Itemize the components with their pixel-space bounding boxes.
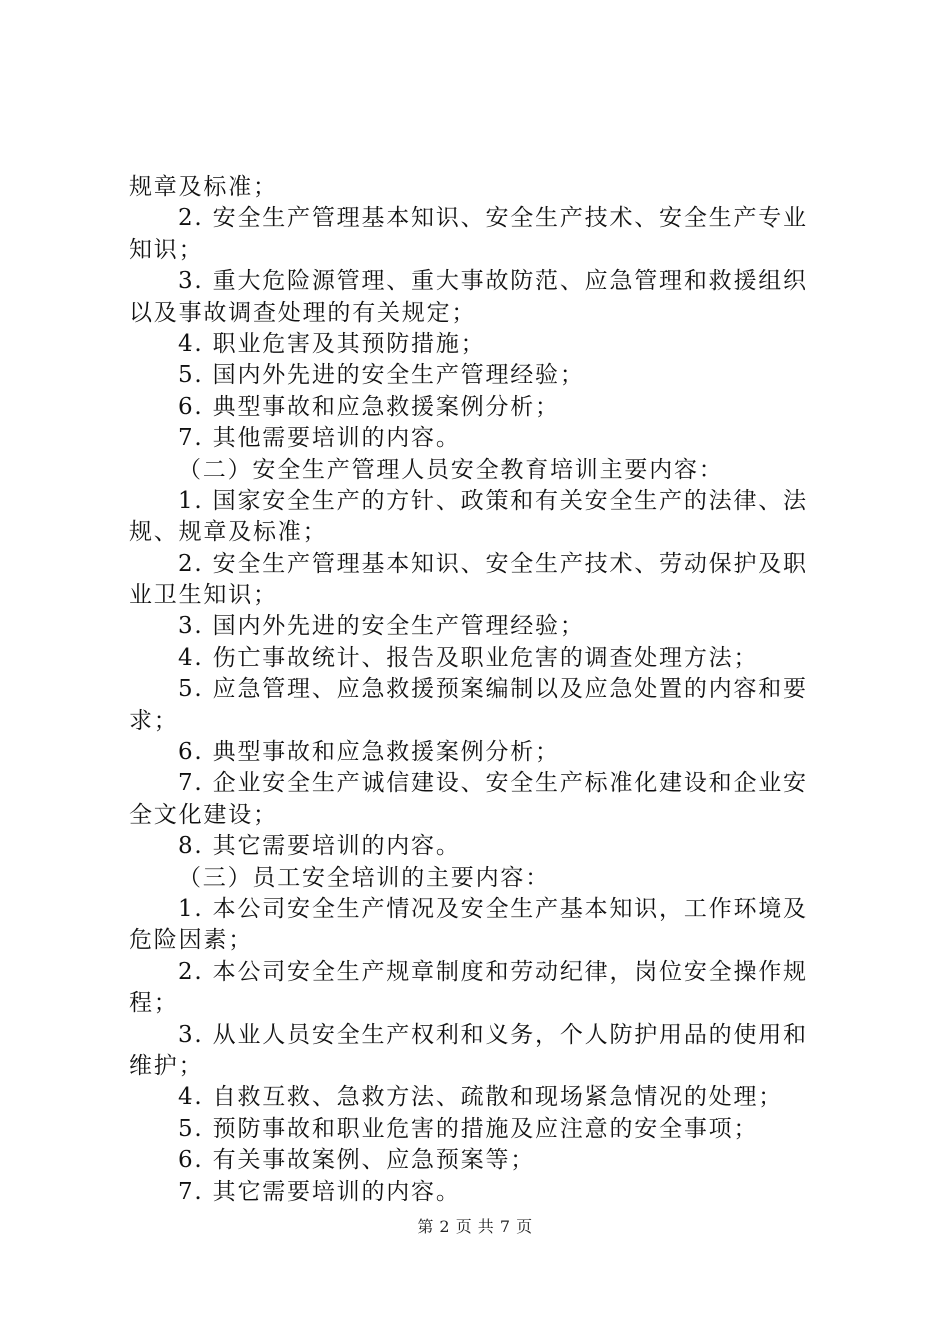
text-line: 规、规章及标准； xyxy=(129,519,328,546)
text-line: 3. 从业人员安全生产权利和义务，个人防护用品的使用和 xyxy=(178,1021,808,1048)
text-line: 7. 企业安全生产诚信建设、安全生产标准化建设和企业安 xyxy=(178,770,808,797)
text-line: 规章及标准； xyxy=(129,174,278,200)
text-line: 1. 国家安全生产的方针、政策和有关安全生产的法律、法 xyxy=(178,487,808,514)
text-line: 7. 其他需要培训的内容。 xyxy=(178,425,461,452)
text-line: 危险因素； xyxy=(129,927,253,954)
text-line: 7. 其它需要培训的内容。 xyxy=(178,1178,461,1205)
text-line: 4. 自救互救、急救方法、疏散和现场紧急情况的处理； xyxy=(178,1084,784,1111)
text-line: 5. 应急管理、应急救援预案编制以及应急处置的内容和要 xyxy=(178,676,808,703)
text-line: 5. 国内外先进的安全生产管理经验； xyxy=(178,362,585,389)
text-line: 程； xyxy=(129,990,179,1017)
text-line: 求； xyxy=(129,707,179,734)
text-line: 5. 预防事故和职业危害的措施及应注意的安全事项； xyxy=(178,1115,759,1142)
text-line: 6. 典型事故和应急救援案例分析； xyxy=(178,739,560,766)
text-line: 业卫生知识； xyxy=(129,582,278,609)
text-line: 2. 本公司安全生产规章制度和劳动纪律，岗位安全操作规 xyxy=(178,958,808,985)
text-line: 1. 本公司安全生产情况及安全生产基本知识，工作环境及 xyxy=(178,895,808,922)
text-line: 8. 其它需要培训的内容。 xyxy=(178,833,461,860)
text-line: （二）安全生产管理人员安全教育培训主要内容： xyxy=(178,456,724,483)
text-line: 以及事故调查处理的有关规定； xyxy=(129,299,477,326)
text-line: 4. 职业危害及其预防措施； xyxy=(178,330,486,357)
text-line: 3. 重大危险源管理、重大事故防范、应急管理和救援组织 xyxy=(178,268,808,295)
text-line: （三）员工安全培训的主要内容： xyxy=(178,864,550,891)
text-line: 6. 典型事故和应急救援案例分析； xyxy=(178,393,560,420)
text-line: 3. 国内外先进的安全生产管理经验； xyxy=(178,613,585,640)
text-line: 4. 伤亡事故统计、报告及职业危害的调查处理方法； xyxy=(178,644,759,671)
text-line: 全文化建设； xyxy=(129,801,278,828)
page-number-footer: 第 2 页 共 7 页 xyxy=(417,1217,533,1236)
text-line: 6. 有关事故案例、应急预案等； xyxy=(178,1147,536,1174)
text-line: 维护； xyxy=(129,1052,204,1079)
document-body xyxy=(129,172,833,1208)
text-line: 2. 安全生产管理基本知识、安全生产技术、安全生产专业 xyxy=(178,205,808,232)
text-line: 知识； xyxy=(129,236,204,263)
text-line: 2. 安全生产管理基本知识、安全生产技术、劳动保护及职 xyxy=(178,550,808,577)
